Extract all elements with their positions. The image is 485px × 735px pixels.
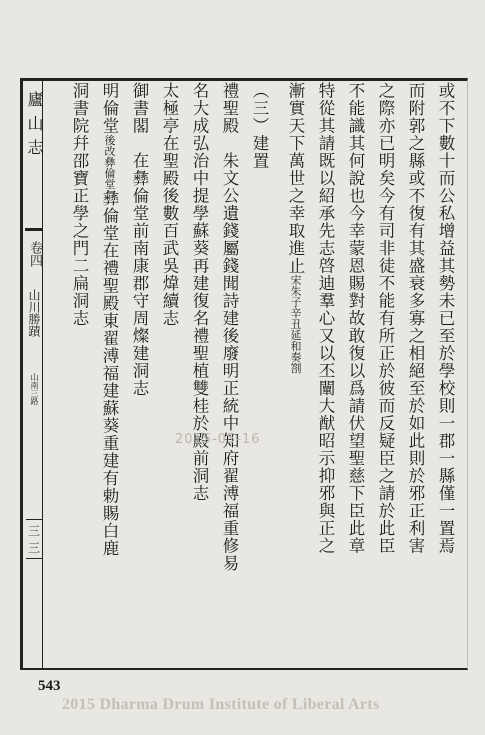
- text-column-10: 太極亭在聖殿後數百武吳煒續志: [160, 82, 179, 327]
- book-spine-column: [25, 81, 43, 668]
- text-column-5: 特從其請既以紹承先志啓迪羣心又以丕闡大猷昭示抑邪與正之: [316, 82, 335, 555]
- text-column-6-main: 漸實天下萬世之幸取進止: [286, 82, 305, 275]
- text-column-1: 或不下數十而公私增益其勢未已至於學校則一郡一縣僅一置焉: [436, 82, 455, 555]
- text-column-4: 不能識其何說也今幸蒙恩賜對故敢復以爲請伏望聖慈下臣此章: [346, 82, 365, 555]
- text-column-12-tail: 彝倫堂在禮聖殿東翟溥福建蘇葵重建有勅賜白鹿: [100, 189, 119, 557]
- copyright-notice: 2015 Dharma Drum Institute of Liberal Arts: [62, 696, 380, 713]
- spine-section: 山川勝蹟: [27, 289, 41, 337]
- text-column-13: 洞書院幷邵寶正學之門二扁洞志: [70, 82, 89, 327]
- date-watermark: 2015-05-16: [175, 432, 261, 447]
- text-column-6-note: 宋朱子辛丑延和奏劄: [289, 274, 302, 374]
- text-column-12: [96, 82, 122, 662]
- spine-title: 廬山志: [25, 91, 44, 163]
- text-column-12-note: 後改彝倫堂: [103, 134, 116, 190]
- text-column-2: 而附郭之縣或不復有其盛衰多寡之相絕至於如此則於邪正利害: [406, 82, 425, 555]
- text-column-6: [282, 82, 308, 662]
- spine-volume: 卷四: [27, 241, 42, 267]
- main-text-area: [48, 82, 458, 670]
- spine-folio: 三三: [26, 519, 42, 559]
- spine-title-box: [25, 81, 43, 231]
- text-column-3: 之際亦已明矣今有司非徒不能有所正於彼而反疑臣之請於此臣: [376, 82, 395, 555]
- spine-subsection: 山南三路: [30, 373, 39, 405]
- page-number: 543: [38, 678, 61, 694]
- text-column-12-main: 明倫堂: [100, 82, 119, 135]
- text-column-11: 御書閣 在彝倫堂前南康郡守周燦建洞志: [130, 82, 149, 397]
- text-column-8: 禮聖殿 朱文公遺錢屬錢聞詩建後廢明正統中知府翟溥福重修易: [220, 82, 239, 572]
- text-column-9: 名大成弘治中提學蘇葵再建復名禮聖植雙桂於殿前洞志: [190, 82, 209, 502]
- section-heading: （三）建置: [250, 82, 269, 170]
